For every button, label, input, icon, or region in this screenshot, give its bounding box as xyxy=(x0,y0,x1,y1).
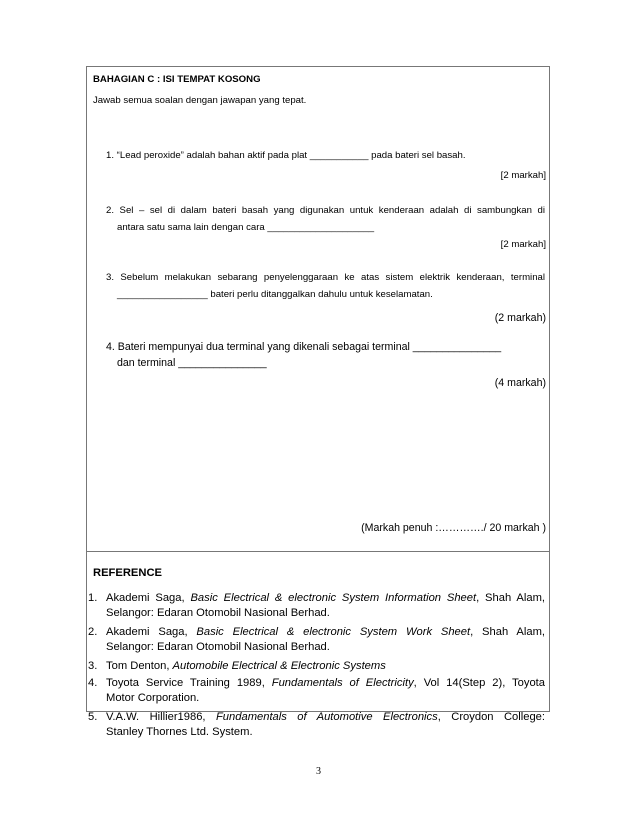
section-title: BAHAGIAN C : ISI TEMPAT KOSONG xyxy=(93,74,261,85)
question-3-text: 3. Sebelum melakukan sebarang penyelenggaraan ke atas sistem elektrik kenderaan, terminal xyxy=(106,272,545,283)
reference-item-author: Tom Denton, xyxy=(106,660,173,672)
reference-item-title: Fundamentals of Automotive Electronics xyxy=(215,711,438,723)
reference-item-author: V.A.W. Hillier1986, xyxy=(106,711,216,723)
question-2-text-cont: antara satu sama lain dengan cara ____________________ xyxy=(117,222,375,233)
reference-item-number: 5. xyxy=(88,711,98,723)
reference-item-publisher: , Shah Alam, xyxy=(476,592,545,604)
reference-item-publisher: , Croydon College: xyxy=(437,711,545,723)
reference-item-title: Fundamentals of Electricity xyxy=(271,677,414,689)
reference-item-text-cont: Selangor: Edaran Otomobil Nasional Berhad. xyxy=(106,607,330,619)
question-1-marks: [2 markah] xyxy=(500,170,546,181)
reference-item-text xyxy=(106,626,545,638)
question-4-marks: (4 markah) xyxy=(494,377,546,389)
reference-item-text-cont: Stanley Thornes Ltd. System. xyxy=(106,726,253,738)
reference-title: REFERENCE xyxy=(93,567,162,579)
reference-item-title: Basic Electrical & electronic System Work Sheet xyxy=(196,626,471,638)
question-2-marks: [2 markah] xyxy=(500,239,546,250)
reference-item-author: Toyota Service Training 1989, xyxy=(106,677,272,689)
reference-item-text xyxy=(106,677,545,689)
reference-item-publisher: , Vol 14(Step 2), Toyota xyxy=(413,677,545,689)
section-divider xyxy=(86,551,550,552)
reference-item-publisher: , Shah Alam, xyxy=(470,626,545,638)
reference-item-number: 2. xyxy=(88,626,98,638)
question-4-text-cont: dan terminal _______________ xyxy=(117,357,267,369)
question-4-text: 4. Bateri mempunyai dua terminal yang dikenali sebagai terminal _______________ xyxy=(106,341,502,353)
question-3-text-cont: _________________ bateri perlu ditanggalkan dahulu untuk keselamatan. xyxy=(117,289,433,300)
reference-item-number: 4. xyxy=(88,677,98,689)
reference-item-number: 1. xyxy=(88,592,98,604)
question-2-text: 2. Sel – sel di dalam bateri basah yang digunakan untuk kenderaan adalah di sambungkan di xyxy=(106,205,545,216)
total-marks: (Markah penuh :…………./ 20 markah ) xyxy=(361,522,546,534)
reference-item-number: 3. xyxy=(88,660,98,672)
reference-item-text-cont: Motor Corporation. xyxy=(106,692,200,704)
reference-item-author: Akademi Saga, xyxy=(106,592,191,604)
reference-item-text-cont: Selangor: Edaran Otomobil Nasional Berhad. xyxy=(106,641,330,653)
reference-item-title: Basic Electrical & electronic System Information Sheet xyxy=(190,592,477,604)
reference-item-title: Automobile Electrical & Electronic Systems xyxy=(172,660,386,672)
question-1-text: 1. “Lead peroxide” adalah bahan aktif pada plat ___________ pada bateri sel basah. xyxy=(106,150,466,161)
reference-item-text xyxy=(106,660,386,672)
question-3-marks: (2 markah) xyxy=(494,312,546,324)
reference-item-text xyxy=(106,711,545,723)
reference-item-text xyxy=(106,592,545,604)
reference-item-author: Akademi Saga, xyxy=(106,626,197,638)
section-instruction: Jawab semua soalan dengan jawapan yang tepat. xyxy=(93,95,307,106)
page-number: 3 xyxy=(316,766,321,777)
